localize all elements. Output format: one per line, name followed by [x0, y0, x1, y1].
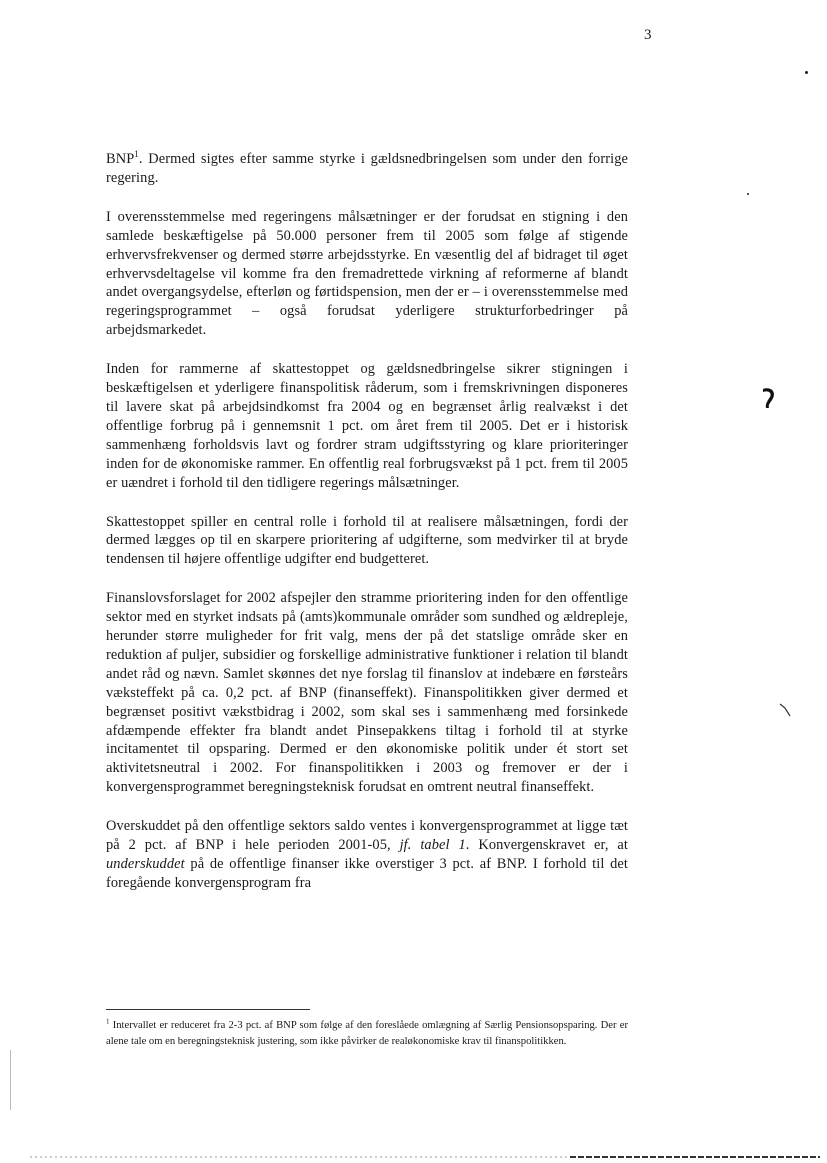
paragraph: [106, 208, 628, 340]
paragraph: [106, 589, 628, 797]
paragraph-text: Overskuddet på den offentlige sektors saldo ventes i konvergensprogrammet at ligge tæt på 2 pct. af BNP i hele perioden 2001-05,: [106, 818, 628, 854]
paragraph-text: I overensstemmelse med regeringens målsætninger er der forudsat en stigning i den samlede beskæftigelse på 50.000 personer frem til 2005 som følge af stigende erhvervsfrekvenser og dermed større arbejdsstyrke. En væsentlig del af bidraget til øget erhvervsdeltagelse vil komme fra den fremadrettede virkning af reformerne af blandt andet overgangsydelse, efterløn og førtidspension, men der er – i overensstemmelse med regeringsprogrammet – også forudsat yderligere strukturforbedringer på arbejdsmarkedet.: [106, 208, 628, 339]
footnote: [106, 1018, 628, 1049]
footnote-separator: [106, 1009, 310, 1010]
paragraph: [106, 513, 628, 570]
scan-speck: [747, 193, 749, 195]
page-number: 3: [644, 27, 652, 43]
paragraph-text: Skattestoppet spiller en central rolle i forhold til at realisere målsætningen, fordi der dermed lægges op til en skarpere prioritering af udgifterne, som medvirker til at bryde tendensen til højere offentlige udgifter end budgetteret.: [106, 513, 628, 568]
scan-speck: [805, 71, 808, 74]
paragraph-text: BNP: [106, 151, 135, 167]
emphasis-text: jf. tabel 1: [399, 837, 466, 854]
scan-bottom-dust: [30, 1155, 820, 1159]
paragraph-text: . Konvergenskravet er, at: [465, 837, 628, 854]
emphasis-text: underskuddet: [106, 856, 185, 872]
paragraph: [106, 360, 628, 492]
footnote-text: Intervallet er reduceret fra 2-3 pct. af BNP som følge af den foreslåede omlægning af Særlig Pensionsopsparing. Der er alene tale om en beregningsteknisk justering, som ikke påvirker de realøkonomiske krav til finanspolitikken.: [106, 1020, 628, 1047]
paragraph: [106, 150, 628, 188]
scan-edge-mark: [10, 1050, 11, 1110]
body-text: [106, 150, 628, 913]
paragraph-text: på de offentlige finanser ikke overstiger 3 pct. af BNP. I forhold til det foregående konvergensprogram fra: [106, 856, 628, 891]
paragraph: [106, 817, 628, 893]
paragraph-text: Finanslovsforslaget for 2002 afspejler den stramme prioritering inden for den offentlige sektor med en styrket indsats på (amts)kommunale områder som sundhed og ældrepleje, herunder større muligheder for frit valg, mens der på det statslige område sker en reduktion af puljer, subsidier og forskellige administrative funktioner i relation til blandt andet råd og nævn. Samlet skønnes det nye forslag til finanslov at indebære en førsteårs væksteffekt på ca. 0,2 pct. af BNP (finanseffekt). Finanspolitikken giver dermed et begrænset positivt vækstbidrag i 2002, som skal ses i sammenhæng med forsinkede afdæmpende effekter fra blandt andet Pinsepakkens tiltag i forhold til at styrke incitamentet til opsparing. Dermed er den økonomiske politik under ét stort set aktivitetsneutral i 2002. For finanspolitikken i 2003 og fremover er der i konvergensprogrammet beregningsteknisk forudsat en omtrent neutral finanseffekt.: [106, 590, 628, 796]
scan-artifact-mark: [760, 385, 778, 409]
paragraph-text: Inden for rammerne af skattestoppet og gældsnedbringelse sikrer stigningen i beskæftigelsen et yderligere finanspolitisk råderum, som i fremskrivningen disponeres til lavere skat på arbejdsindkomst fra 2004 og en begrænset årlig realvækst i det offentlige forbrug på i gennemsnit 1 pct. om året frem til 2005. Det er i historisk sammenhæng forholdsvis lavt og fordrer stram udgiftsstyring og klare prioriteringer inden for de økonomiske rammer. En offentlig real forbrugsvækst på 1 pct. frem til 2005 er uændret i forhold til den tidligere regerings målsætninger.: [106, 361, 628, 491]
footnote-marker: 1: [106, 1017, 110, 1026]
scan-artifact-tick: [779, 703, 793, 719]
paragraph-text: . Dermed sigtes efter samme styrke i gældsnedbringelsen som under den forrige regering.: [106, 151, 628, 186]
footnote-reference: 1: [134, 149, 139, 160]
